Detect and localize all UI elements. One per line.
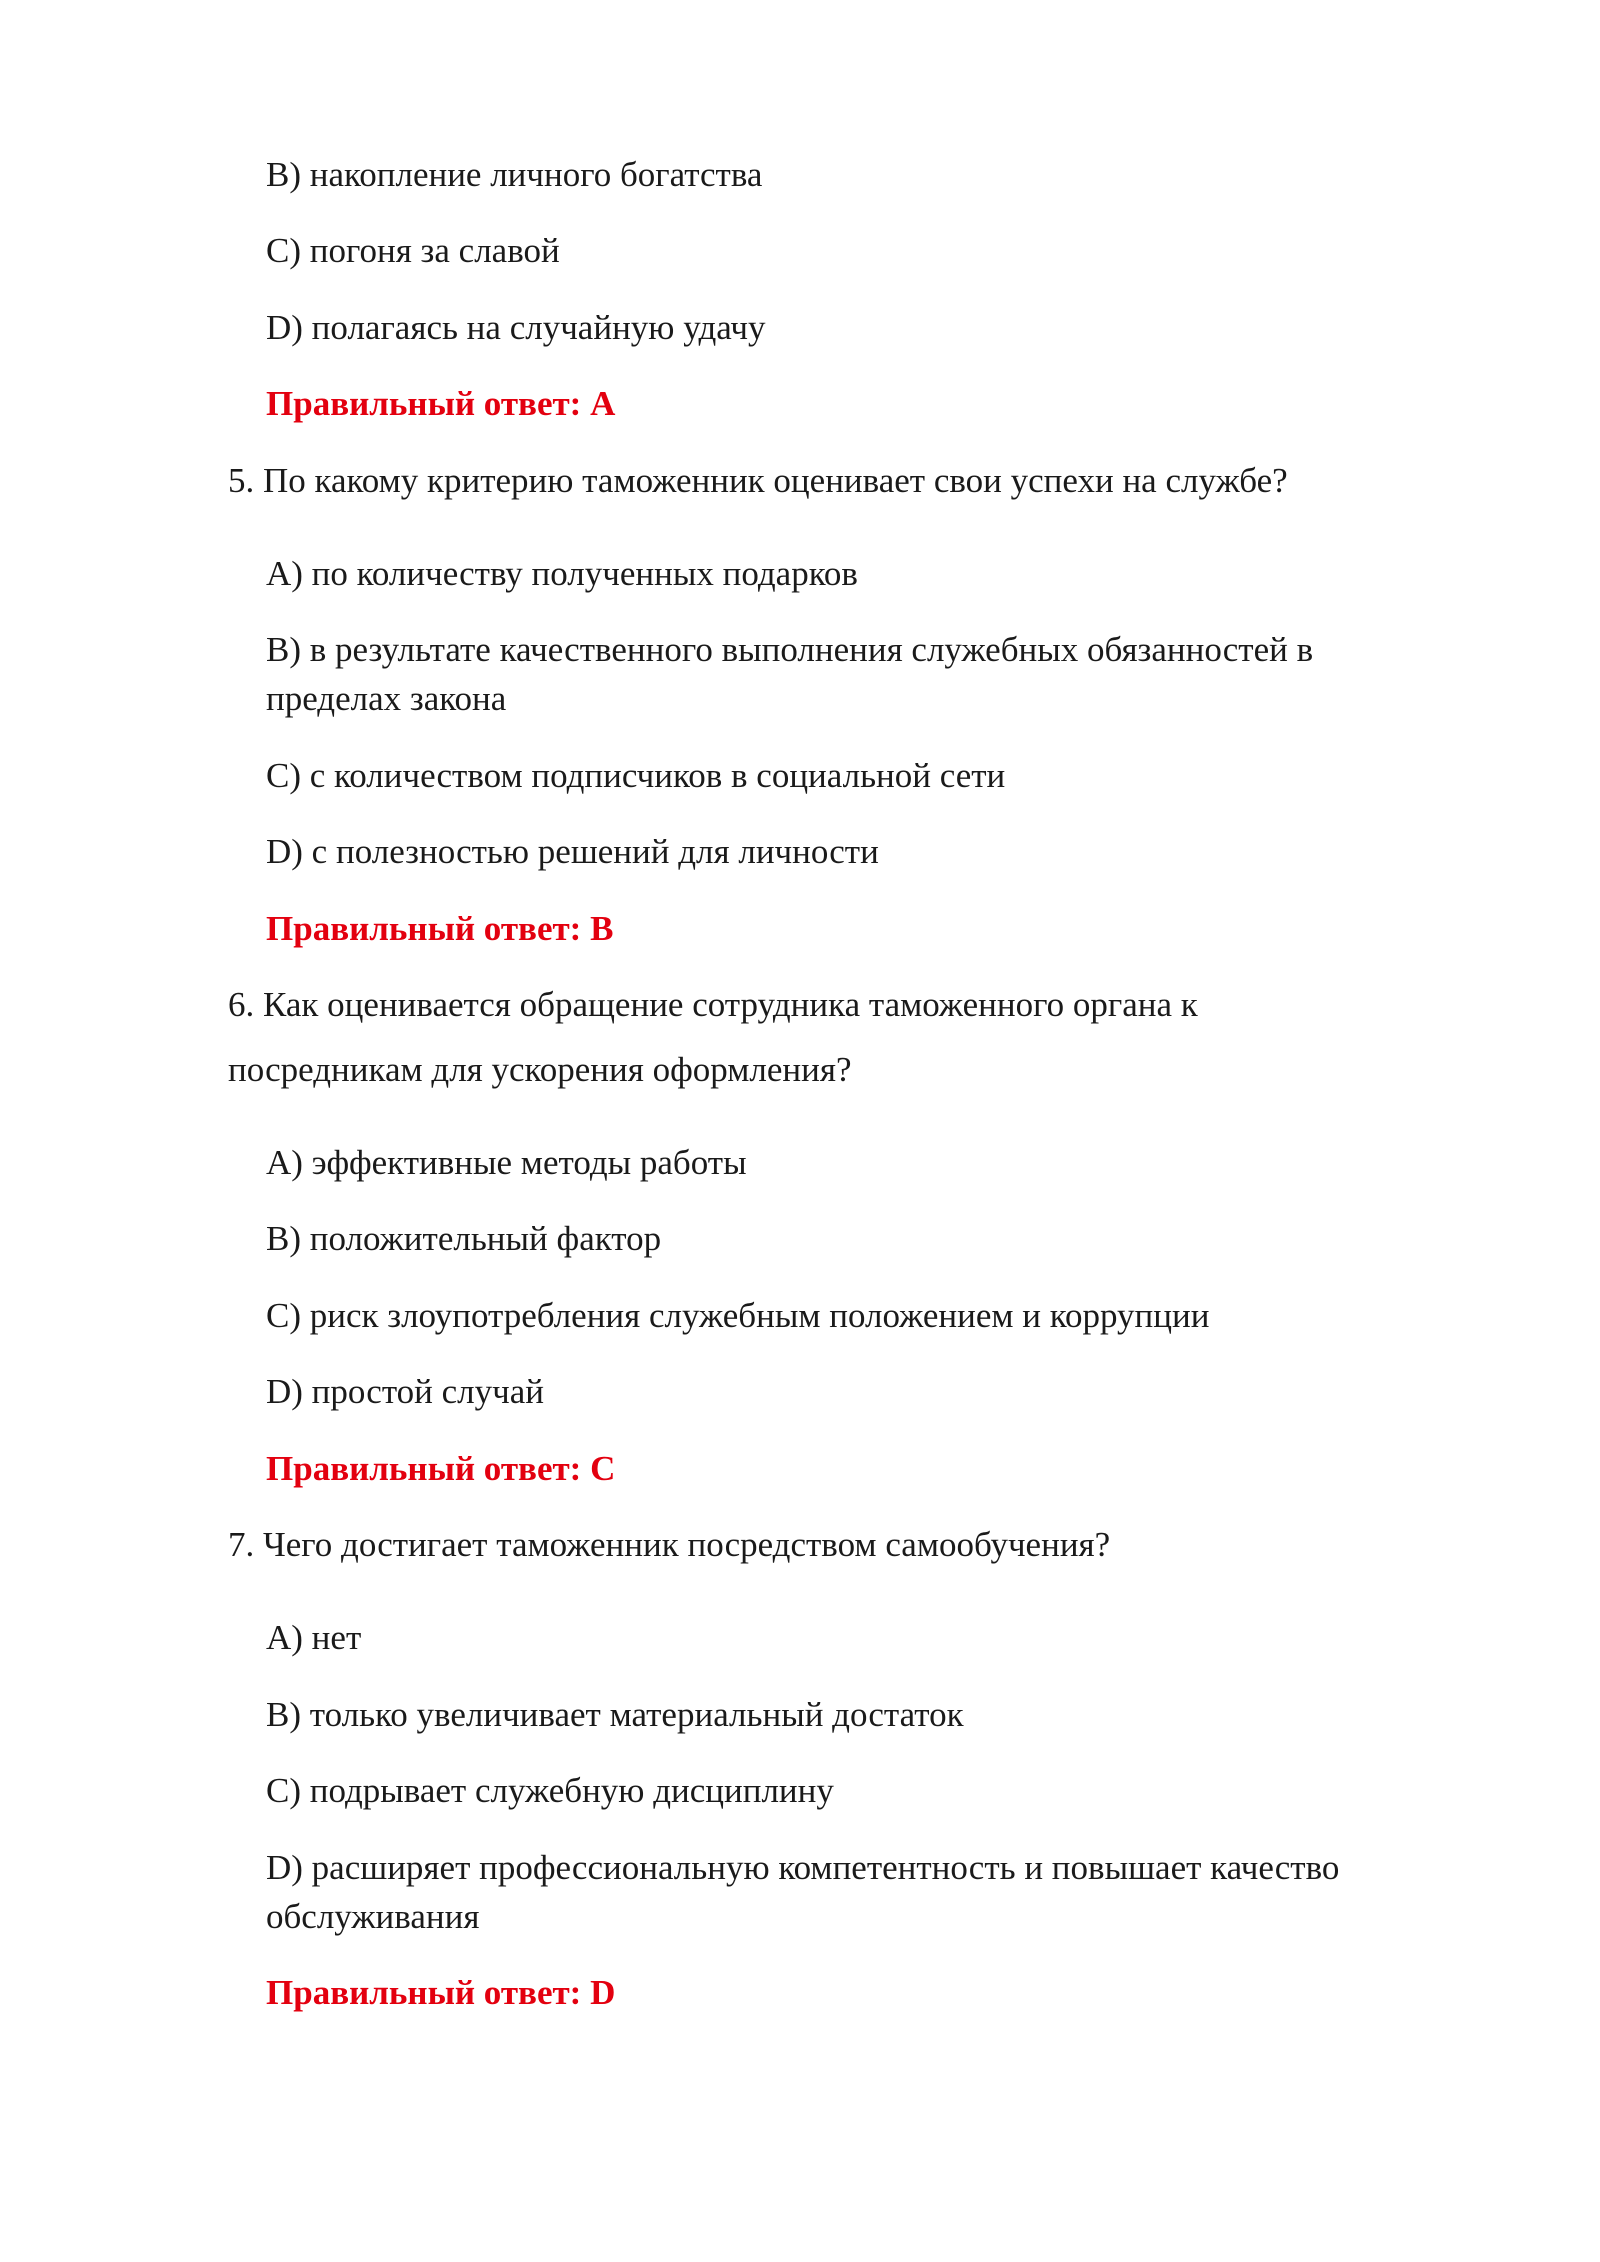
option-d-q7-cont: обслуживания bbox=[266, 1897, 480, 1936]
question-7: 7. Чего достигает таможенник посредством самообучения? bbox=[228, 1525, 1111, 1564]
option-a-q5: A) по количеству полученных подарков bbox=[266, 554, 858, 593]
option-a-q6: A) эффективные методы работы bbox=[266, 1143, 747, 1182]
option-b-q6: B) положительный фактор bbox=[266, 1219, 662, 1258]
option-a-q7: A) нет bbox=[266, 1618, 362, 1657]
correct-answer-q7: Правильный ответ: D bbox=[266, 1973, 616, 2012]
option-d-q7: D) расширяет профессиональную компетентность и повышает качество bbox=[266, 1848, 1340, 1887]
option-b-q5: B) в результате качественного выполнения служебных обязанностей в bbox=[266, 630, 1314, 669]
option-d-q4: D) полагаясь на случайную удачу bbox=[266, 308, 766, 347]
correct-answer-q5: Правильный ответ: B bbox=[266, 909, 614, 948]
option-c-q5: C) с количеством подписчиков в социальной сети bbox=[266, 756, 1006, 795]
option-c-q6: C) риск злоупотребления служебным положением и коррупции bbox=[266, 1296, 1210, 1335]
option-d-q6: D) простой случай bbox=[266, 1372, 545, 1411]
option-b-q7: B) только увеличивает материальный достаток bbox=[266, 1695, 964, 1734]
question-6: 6. Как оценивается обращение сотрудника таможенного органа к bbox=[228, 985, 1198, 1024]
question-5: 5. По какому критерию таможенник оценивает свои успехи на службе? bbox=[228, 461, 1288, 500]
option-c-q4: C) погоня за славой bbox=[266, 231, 560, 270]
option-d-q5: D) с полезностью решений для личности bbox=[266, 832, 879, 871]
option-b-q4: B) накопление личного богатства bbox=[266, 155, 763, 194]
question-6-cont: посредникам для ускорения оформления? bbox=[228, 1050, 852, 1089]
option-c-q7: C) подрывает служебную дисциплину bbox=[266, 1771, 834, 1810]
option-b-q5-cont: пределах закона bbox=[266, 679, 507, 718]
correct-answer-q6: Правильный ответ: C bbox=[266, 1449, 616, 1488]
correct-answer-q4: Правильный ответ: A bbox=[266, 384, 616, 423]
